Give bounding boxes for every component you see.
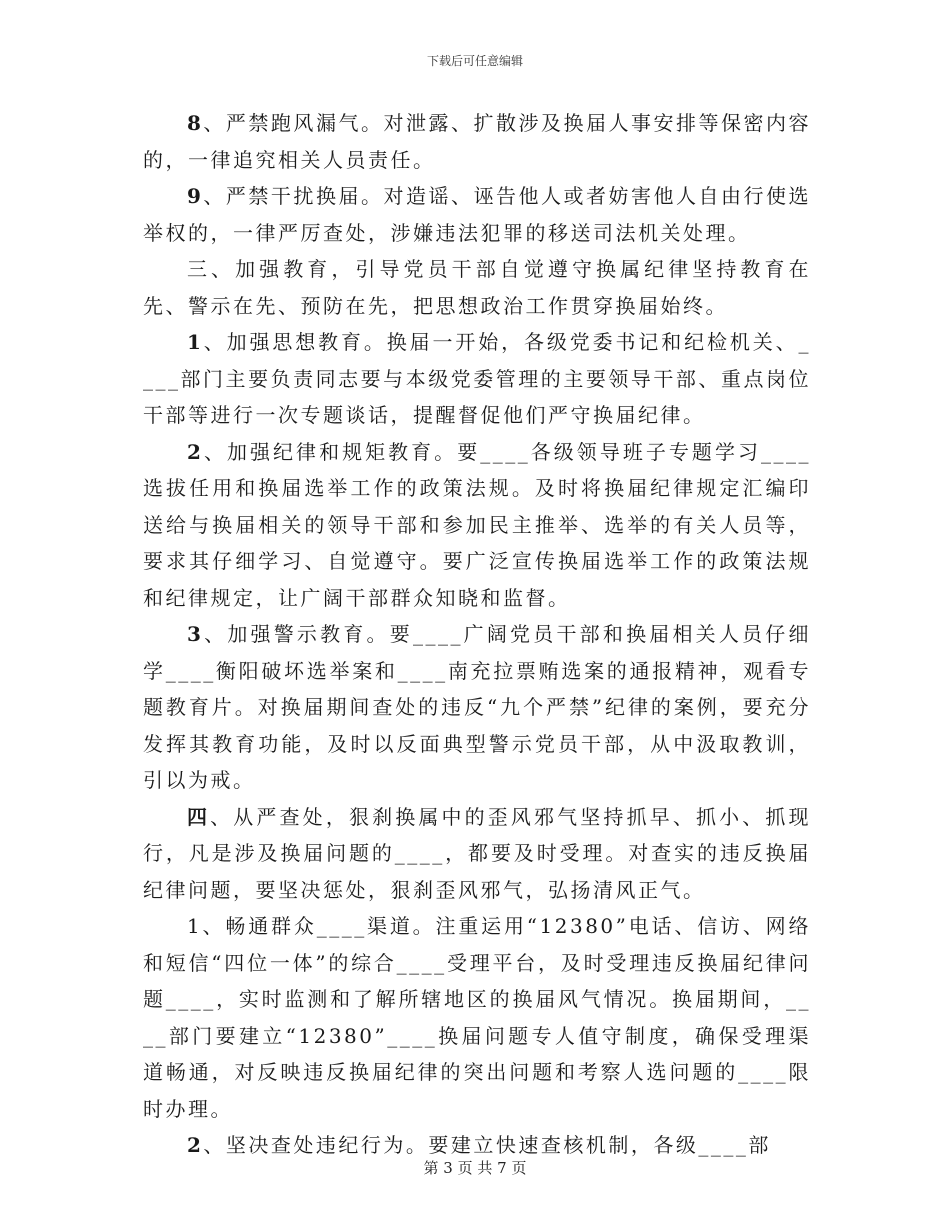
page-header: 下载后可任意编辑 xyxy=(426,54,523,68)
paragraph-text: 、严禁跑风漏气。对泄露、扩散涉及换届人事安排等保密内容的，一律追究相关人员责任。 xyxy=(143,111,811,172)
section-heading-3 xyxy=(143,251,811,324)
paragraph-education-1 xyxy=(143,324,811,434)
paragraph-number: 8 xyxy=(187,111,204,135)
document-body xyxy=(143,105,811,1164)
section-heading-4 xyxy=(143,799,811,909)
paragraph-text: 三、加强教育，引导党员干部自觉遵守换属纪律坚持教育在先、警示在先、预防在先，把思想政治工作贯穿换届始终。 xyxy=(143,257,811,318)
page-footer: 第 3 页 共 7 页 xyxy=(423,1159,527,1177)
paragraph-number: 3 xyxy=(187,622,204,646)
paragraph-text: 1、畅通群众____渠道。注重运用“12380”电话、信访、网络和短信“四位一体”的综合____受理平台，及时受理违反换届纪律问题____，实时监测和了解所辖地区的换届风气情况。换届期间，____部门要建立“12380”____换届问题专人值守制度，确保受理渠道畅通，对反映违反换届纪律的突出问题和考察人选问题的____限时办理。 xyxy=(143,914,811,1121)
paragraph-number: 2 xyxy=(187,439,204,464)
paragraph-item-9 xyxy=(143,178,811,251)
paragraph-text: 、加强纪律和规矩教育。要____各级领导班子专题学习____选拔任用和换届选举工作的政策法规。及时将换届纪律规定汇编印送给与换届相关的领导干部和参加民主推举、选举的有关人员等，要求其仔细学习、自觉遵守。要广泛宣传换届选举工作的政策法规和纪律规定，让广阔干部群众知晓和监督。 xyxy=(143,439,811,610)
paragraph-education-2 xyxy=(143,434,811,617)
paragraph-text: 、加强警示教育。要____广阔党员干部和换届相关人员仔细学____衡阳破坏选举案和____南充拉票贿选案的通报精神，观看专题教育片。对换届期间查处的违反“九个严禁”纪律的案例，要充分发挥其教育功能，及时以反面典型警示党员干部，从中汲取教训，引以为戒。 xyxy=(143,622,811,792)
paragraph-text: 、坚决查处违纪行为。要建立快速查核机制，各级____部 xyxy=(203,1133,771,1157)
paragraph-item-8 xyxy=(143,105,811,178)
paragraph-text: 、加强思想教育。换届一开始，各级党委书记和纪检机关、____部门主要负责同志要与本级党委管理的主要领导干部、重点岗位干部等进行一次专题谈话，提醒督促他们严守换届纪律。 xyxy=(143,330,811,427)
paragraph-education-3 xyxy=(143,616,811,799)
paragraph-number: 四 xyxy=(187,804,211,829)
paragraph-number: 9 xyxy=(187,184,204,208)
paragraph-text: 、从严查处，狠刹换属中的歪风邪气坚持抓早、抓小、抓现行，凡是涉及换届问题的____，都要及时受理。对查实的违反换届纪律问题，要坚决惩处，狠刹歪风邪气，弘扬清风正气。 xyxy=(143,804,812,902)
paragraph-number: 1 xyxy=(187,330,204,354)
paragraph-investigation-1 xyxy=(143,908,811,1127)
paragraph-number: 2 xyxy=(187,1133,204,1157)
paragraph-text: 、严禁干扰换届。对造谣、诬告他人或者妨害他人自由行使选举权的，一律严厉查处，涉嫌违法犯罪的移送司法机关处理。 xyxy=(143,184,811,245)
